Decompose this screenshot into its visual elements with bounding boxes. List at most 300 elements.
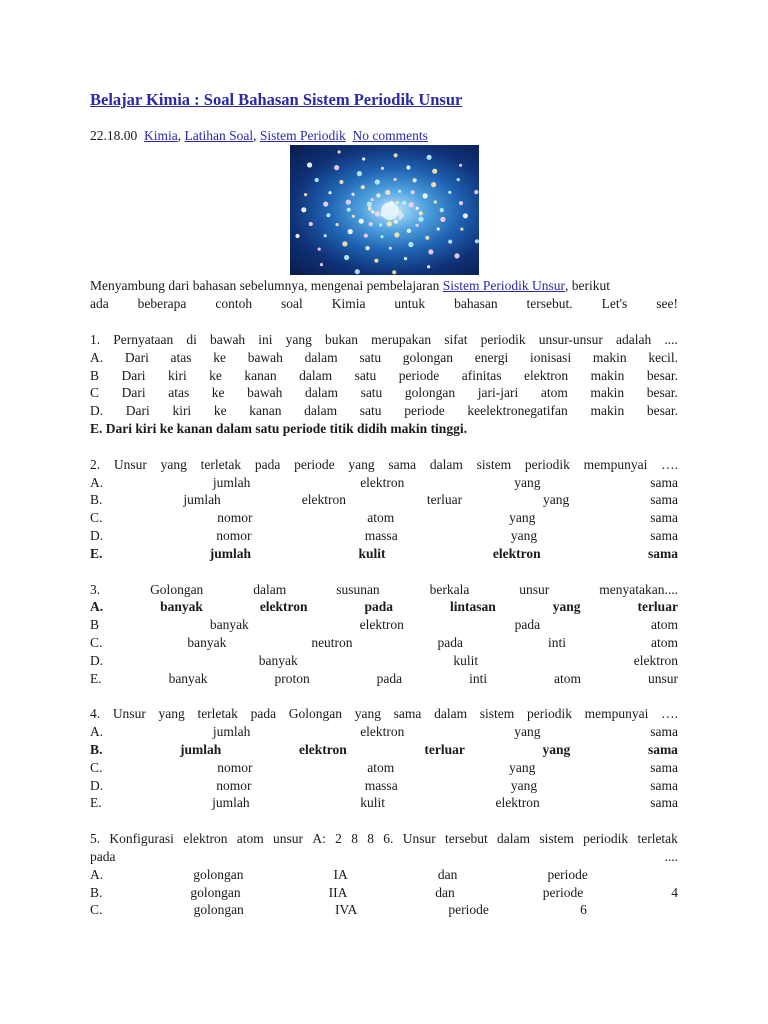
word: massa (364, 527, 398, 543)
word: satu (359, 403, 382, 419)
word: C. (90, 759, 103, 775)
question-stem (90, 581, 678, 599)
question-3 (90, 581, 678, 688)
element-dot (398, 217, 401, 220)
question-stem (90, 705, 678, 723)
question-1 (90, 331, 678, 438)
word: 6. (383, 831, 394, 847)
element-dot (394, 220, 398, 224)
word: mempunyai (584, 706, 649, 722)
answer-option (90, 777, 678, 795)
element-dot (411, 190, 415, 194)
post-title (90, 90, 678, 110)
element-dot (406, 165, 410, 169)
word: keelektronegatifan (467, 403, 568, 419)
element-dot (362, 157, 365, 160)
word: nomor (216, 527, 252, 543)
element-dot (342, 241, 347, 246)
word: banyak (160, 599, 203, 615)
element-dot (323, 202, 328, 207)
word: yang (552, 599, 581, 615)
word: satu (354, 367, 377, 383)
element-dot (463, 213, 468, 218)
word: elektron (523, 367, 569, 383)
word: massa (364, 777, 398, 793)
periodic-spiral-image (290, 145, 479, 275)
word: afinitas (461, 367, 502, 383)
intro-link-sistem-periodik-unsur[interactable]: Sistem Periodik Unsur (442, 278, 566, 293)
answer-option: E. Dari kiri ke kanan dalam satu periode titik didih makin tinggi. (90, 420, 467, 436)
word: periodik (480, 332, 526, 347)
word: periodik (524, 456, 570, 472)
element-dot (389, 247, 392, 250)
word: 8 (351, 831, 358, 847)
word: contoh (215, 296, 253, 311)
word: B. (90, 492, 103, 508)
word: elektron (298, 741, 347, 757)
word: sama (650, 510, 678, 526)
word: lintasan (450, 599, 496, 615)
word: B. (90, 741, 103, 757)
word: .... (664, 848, 678, 864)
word: ini (258, 332, 273, 347)
word: beberapa (137, 296, 187, 311)
word: Let's (601, 296, 628, 311)
element-dot (459, 201, 463, 205)
label-link-kimia[interactable]: Kimia (144, 128, 178, 143)
element-dot (357, 171, 362, 176)
element-dot (427, 265, 430, 268)
intro-line (90, 295, 678, 313)
word: yang (354, 706, 381, 722)
word: terletak (197, 706, 238, 722)
word: IVA (334, 902, 358, 918)
element-dot (404, 257, 407, 260)
word: 5. (90, 831, 101, 847)
element-dot (352, 215, 355, 218)
element-dot (307, 162, 312, 167)
word: E. (90, 795, 102, 811)
word: Kimia (331, 296, 366, 311)
element-dot (351, 193, 354, 196)
word: nomor (217, 759, 253, 775)
word: sama (388, 456, 417, 472)
answer-option (90, 723, 678, 741)
word: periode (294, 456, 335, 472)
word: .... (664, 332, 678, 347)
element-dot (301, 207, 306, 212)
intro-paragraph (90, 277, 678, 313)
word: sama (647, 741, 678, 757)
word: Unsur (113, 456, 147, 472)
answer-option (90, 491, 678, 509)
word: pada (254, 456, 281, 472)
element-dot (460, 228, 463, 231)
word: yang (509, 510, 536, 526)
element-dot (402, 201, 406, 205)
word: D. (90, 777, 104, 793)
element-dot (355, 269, 360, 274)
word: elektron (360, 724, 405, 740)
element-dot (427, 155, 432, 160)
word: ke (209, 367, 222, 383)
word: atas (168, 385, 190, 401)
element-dot (369, 222, 373, 226)
word: nomor (216, 777, 252, 793)
word: D. (90, 527, 104, 543)
word: atom (540, 385, 568, 401)
word: atom (367, 510, 395, 526)
word: elektron (301, 492, 346, 508)
element-dot (375, 179, 380, 184)
word: C. (90, 634, 103, 650)
element-dot (434, 200, 437, 203)
word: Dari (125, 403, 150, 419)
element-dot (440, 217, 445, 222)
question-list (90, 331, 678, 919)
word: proton (274, 670, 310, 686)
question-stem (90, 331, 678, 349)
word: elektron (495, 795, 540, 811)
word: periode (547, 866, 588, 882)
word: sama (647, 545, 678, 561)
word: E. (90, 670, 102, 686)
word: satu (360, 385, 383, 401)
element-dot (418, 217, 423, 222)
element-dot (409, 202, 414, 207)
word: elektron (633, 652, 678, 668)
label-link-sistem-periodik[interactable]: Sistem Periodik (259, 128, 346, 143)
answer-option (90, 884, 678, 902)
word: kiri (167, 367, 187, 383)
element-dot (459, 164, 462, 167)
word: makin (590, 385, 625, 401)
element-dot (385, 190, 390, 195)
word: tersebut. (526, 296, 573, 311)
word: sifat (444, 332, 468, 347)
word: B (90, 617, 100, 633)
element-dot (440, 208, 444, 212)
element-dot (379, 223, 382, 226)
word: kulit (360, 795, 385, 811)
word: elektron (359, 617, 404, 633)
question-5 (90, 830, 678, 919)
element-dot (347, 208, 351, 212)
word: ke (213, 403, 227, 419)
word: makin (590, 367, 625, 383)
word: D. (90, 652, 104, 668)
answer-option (90, 545, 678, 563)
word: atom (554, 670, 582, 686)
element-dot (423, 193, 428, 198)
element-dot (394, 232, 399, 237)
element-dot (416, 224, 419, 227)
answer-option (90, 598, 678, 616)
word: dalam (304, 349, 338, 365)
word: inti (469, 670, 488, 686)
word: …. (661, 706, 678, 722)
element-dot (432, 169, 437, 174)
word: periodik (583, 831, 629, 847)
element-dot (408, 242, 413, 247)
answer-option (90, 474, 678, 492)
word: …. (661, 456, 678, 472)
word: A: (312, 831, 326, 847)
word: golongan (190, 884, 241, 900)
answer-option (90, 670, 678, 688)
word: golongan (193, 902, 244, 918)
element-dot (448, 240, 452, 244)
question-stem (90, 848, 678, 866)
word: unsur (519, 581, 550, 597)
word: yang (160, 456, 187, 472)
word: unsur-unsur (538, 332, 603, 347)
element-dot (304, 193, 307, 196)
word: Golongan (288, 706, 343, 722)
word: dalam (304, 403, 338, 419)
word: besar. (646, 403, 678, 419)
answer-option (90, 349, 678, 367)
word: sama (650, 527, 678, 543)
word: inti (547, 634, 566, 650)
word: makin (590, 403, 625, 419)
word: E. (90, 545, 103, 561)
answer-option (90, 616, 678, 634)
comments-link[interactable]: No comments (352, 128, 428, 143)
element-dot (324, 234, 327, 237)
word: merupakan (371, 332, 432, 347)
word: untuk (394, 296, 426, 311)
element-dot (367, 202, 372, 207)
question-2 (90, 456, 678, 563)
word: A. (90, 599, 104, 615)
word: di (186, 332, 197, 347)
element-dot (457, 178, 460, 181)
answer-option (90, 866, 678, 884)
word: jumlah (212, 474, 251, 490)
element-dot (437, 227, 440, 230)
word: elektron (360, 474, 405, 490)
word: yang (158, 706, 185, 722)
word: C. (90, 902, 103, 918)
word: atom (367, 759, 395, 775)
word: pada (514, 617, 541, 633)
word: bawah (209, 332, 246, 347)
word: Unsur (112, 706, 146, 722)
word: yang (514, 724, 541, 740)
element-dot (364, 234, 368, 238)
element-dot (344, 255, 349, 260)
post-title-link[interactable]: Belajar Kimia : Soal Bahasan Sistem Periodik Unsur (90, 90, 463, 109)
word: dan (437, 866, 458, 882)
word: pada (90, 848, 116, 864)
word: golongan (193, 866, 244, 882)
word: 4. (90, 706, 101, 722)
word: Konfigurasi (109, 831, 174, 847)
element-dot (419, 211, 423, 215)
element-dot (328, 191, 331, 194)
word: C. (90, 510, 103, 526)
element-dot (359, 219, 364, 224)
intro-text: Menyambung dari bahasan sebelumnya, mengenai pembelajaran (90, 278, 440, 293)
word: yang (543, 492, 570, 508)
word: ke (213, 349, 226, 365)
element-dot (365, 246, 369, 250)
word: C (90, 385, 100, 401)
word: jari-jari (477, 385, 519, 401)
word: 2 (335, 831, 342, 847)
word: terluar (426, 492, 463, 508)
answer-option (90, 509, 678, 527)
word: kulit (453, 652, 479, 668)
word: elektron (183, 831, 228, 847)
element-dot (381, 167, 384, 170)
word: sama (650, 474, 678, 490)
label-link-latihan-soal[interactable]: Latihan Soal (184, 128, 254, 143)
word: 4 (671, 884, 678, 900)
element-dot (346, 200, 351, 205)
word: sistem (476, 456, 512, 472)
element-dot (387, 221, 392, 226)
word: dalam (299, 367, 333, 383)
answer-option (90, 901, 678, 919)
word: soal (281, 296, 303, 311)
word: 3. (90, 581, 101, 597)
word: pada (376, 670, 403, 686)
word: menyatakan.... (599, 581, 678, 597)
word: A. (90, 349, 104, 365)
element-dot (407, 229, 411, 233)
word: ada (90, 296, 109, 311)
word: yang (542, 741, 571, 757)
element-dot (376, 193, 380, 197)
word: pada (364, 599, 394, 615)
word: mempunyai (583, 456, 648, 472)
element-dot (431, 182, 436, 187)
element-dot (425, 236, 429, 240)
word: bawah (247, 385, 283, 401)
word: kulit (358, 545, 386, 561)
word: Pernyataan (113, 332, 174, 347)
element-dot (398, 190, 401, 193)
word: yang (509, 759, 536, 775)
element-dot (392, 270, 396, 274)
element-dot (334, 165, 339, 170)
word: kanan (249, 403, 282, 419)
word: kecil. (648, 349, 678, 365)
word: D. (90, 403, 104, 419)
word: B. (90, 884, 103, 900)
word: golongan (402, 349, 454, 365)
word: dalam (429, 456, 463, 472)
word: kiri (172, 403, 192, 419)
word: jumlah (180, 741, 222, 757)
word: terluar (637, 599, 678, 615)
element-dot (394, 153, 398, 157)
answer-option (90, 652, 678, 670)
blog-post (90, 90, 678, 919)
word: Golongan (150, 581, 204, 597)
word: berkala (429, 581, 470, 597)
word: dalam (304, 385, 338, 401)
word: sama (393, 706, 422, 722)
word: nomor (217, 510, 253, 526)
word: atom (650, 617, 678, 633)
word: yang (514, 474, 541, 490)
word: periode (448, 902, 489, 918)
word: unsur (273, 831, 304, 847)
answer-option (90, 759, 678, 777)
word: atom (236, 831, 264, 847)
word: jumlah (212, 795, 250, 811)
word: periode (404, 403, 445, 419)
word: susunan (336, 581, 380, 597)
element-dot (338, 150, 341, 153)
post-meta: 22.18.00 Kimia, Latihan Soal, Sistem Periodik No comments (90, 128, 428, 143)
element-dot (394, 178, 397, 181)
word: kanan (244, 367, 277, 383)
word: A. (90, 866, 104, 882)
word: A. (90, 724, 104, 740)
word: neutron (311, 634, 353, 650)
element-dot (315, 178, 319, 182)
word: jumlah (183, 492, 221, 508)
element-dot (380, 235, 383, 238)
word: 2. (90, 456, 101, 472)
word: sama (650, 724, 678, 740)
element-dot (361, 185, 365, 189)
word: periodik (526, 706, 572, 722)
word: sama (650, 777, 678, 793)
question-4 (90, 705, 678, 812)
element-dot (339, 180, 343, 184)
word: dalam (434, 706, 468, 722)
word: sistem (479, 706, 515, 722)
word: tersebut (445, 831, 488, 847)
word: makin (592, 349, 627, 365)
element-dot (295, 234, 299, 238)
answer-option (90, 794, 678, 812)
word: 8 (367, 831, 374, 847)
question-stem (90, 456, 678, 474)
word: adalah (616, 332, 652, 347)
element-dot (454, 253, 459, 258)
word: terluar (424, 741, 465, 757)
word: yang (510, 777, 538, 793)
answer-option (90, 384, 678, 402)
word: IIA (328, 884, 348, 900)
word: Unsur (402, 831, 436, 847)
answer-option (90, 634, 678, 652)
element-dot (336, 223, 339, 226)
element-dot (371, 210, 374, 213)
word: Dari (121, 385, 146, 401)
word: periode (542, 884, 584, 900)
element-dot (309, 222, 313, 226)
word: sama (650, 795, 678, 811)
element-dot (475, 239, 479, 243)
word: bawah (247, 349, 283, 365)
answer-option (90, 741, 678, 759)
word: Dari (124, 349, 149, 365)
element-dot (396, 201, 399, 204)
word: yang (285, 332, 312, 347)
intro-text-after: , berikut (565, 278, 611, 293)
question-stem (90, 830, 678, 848)
element-dot (413, 178, 417, 182)
word: IA (333, 866, 348, 882)
element-dot (428, 249, 433, 254)
